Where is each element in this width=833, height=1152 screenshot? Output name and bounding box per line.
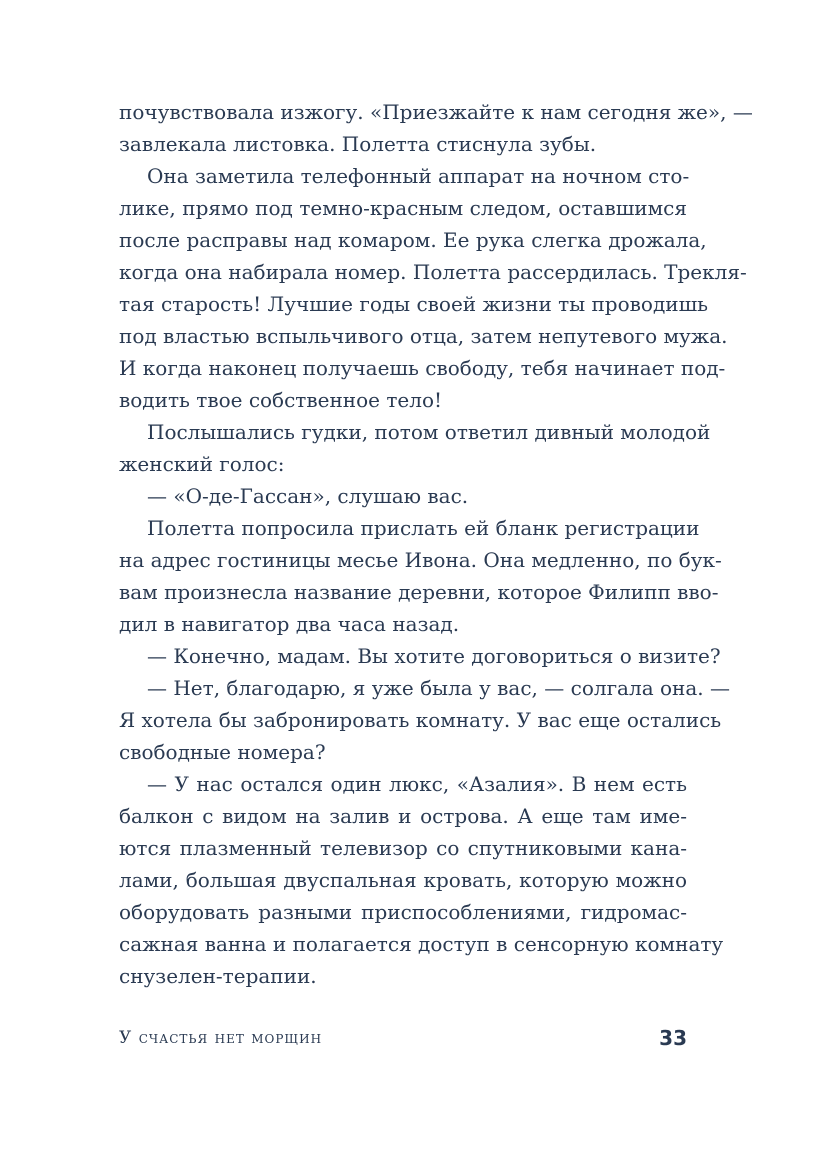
text-line: женский голос: — [119, 452, 285, 476]
text-line: ются плазменный телевизор со спутниковыми кана- — [119, 836, 687, 860]
text-line: завлекала листовка. Полетта стиснула зубы. — [119, 132, 597, 156]
text-line: балкон с видом на залив и острова. А еще там име- — [119, 804, 687, 828]
text-line: оборудовать разными приспособлениями, гидромас- — [119, 900, 687, 924]
text-line: И когда наконец получаешь свободу, тебя начинает под- — [119, 356, 726, 380]
text-line: Послышались гудки, потом ответил дивный молодой — [147, 420, 711, 444]
text-line: сажная ванна и полагается доступ в сенсорную комнату — [119, 932, 724, 956]
text-line: — У нас остался один люкс, «Азалия». В нем есть — [147, 772, 687, 796]
text-line: лике, прямо под темно-красным следом, оставшимся — [119, 196, 687, 220]
text-line: — Нет, благодарю, я уже была у вас, — солгала она. — — [147, 676, 730, 700]
text-line: когда она набирала номер. Полетта рассердилась. Трекля- — [119, 260, 747, 284]
text-line: — «О-де-Гассан», слушаю вас. — [147, 484, 469, 508]
text-line: Я хотела бы забронировать комнату. У вас еще остались — [119, 708, 722, 732]
text-line: под властью вспыльчивого отца, затем непутевого мужа. — [119, 324, 728, 348]
text-line: почувствовала изжогу. «Приезжайте к нам сегодня же», — — [119, 100, 753, 124]
text-line: лами, большая двуспальная кровать, которую можно — [119, 868, 687, 892]
text-line: — Конечно, мадам. Вы хотите договориться о визите? — [147, 644, 721, 668]
text-line: водить твое собственное тело! — [119, 388, 443, 412]
text-line: после расправы над комаром. Ее рука слегка дрожала, — [119, 228, 707, 252]
running-footer-book-title: У счастья нет морщин — [119, 1028, 323, 1048]
text-line: снузелен-терапии. — [119, 964, 317, 988]
text-line: Полетта попросила прислать ей бланк регистрации — [147, 516, 700, 540]
text-line: Она заметила телефонный аппарат на ночном сто- — [147, 164, 690, 188]
text-line: на адрес гостиницы месье Ивона. Она медленно, по бук- — [119, 548, 722, 572]
text-line: свободные номера? — [119, 740, 326, 764]
page-number: 33 — [659, 1026, 687, 1050]
text-line: вам произнесла название деревни, которое Филипп вво- — [119, 580, 719, 604]
text-line: тая старость! Лучшие годы своей жизни ты проводишь — [119, 292, 709, 316]
text-line: дил в навигатор два часа назад. — [119, 612, 460, 636]
